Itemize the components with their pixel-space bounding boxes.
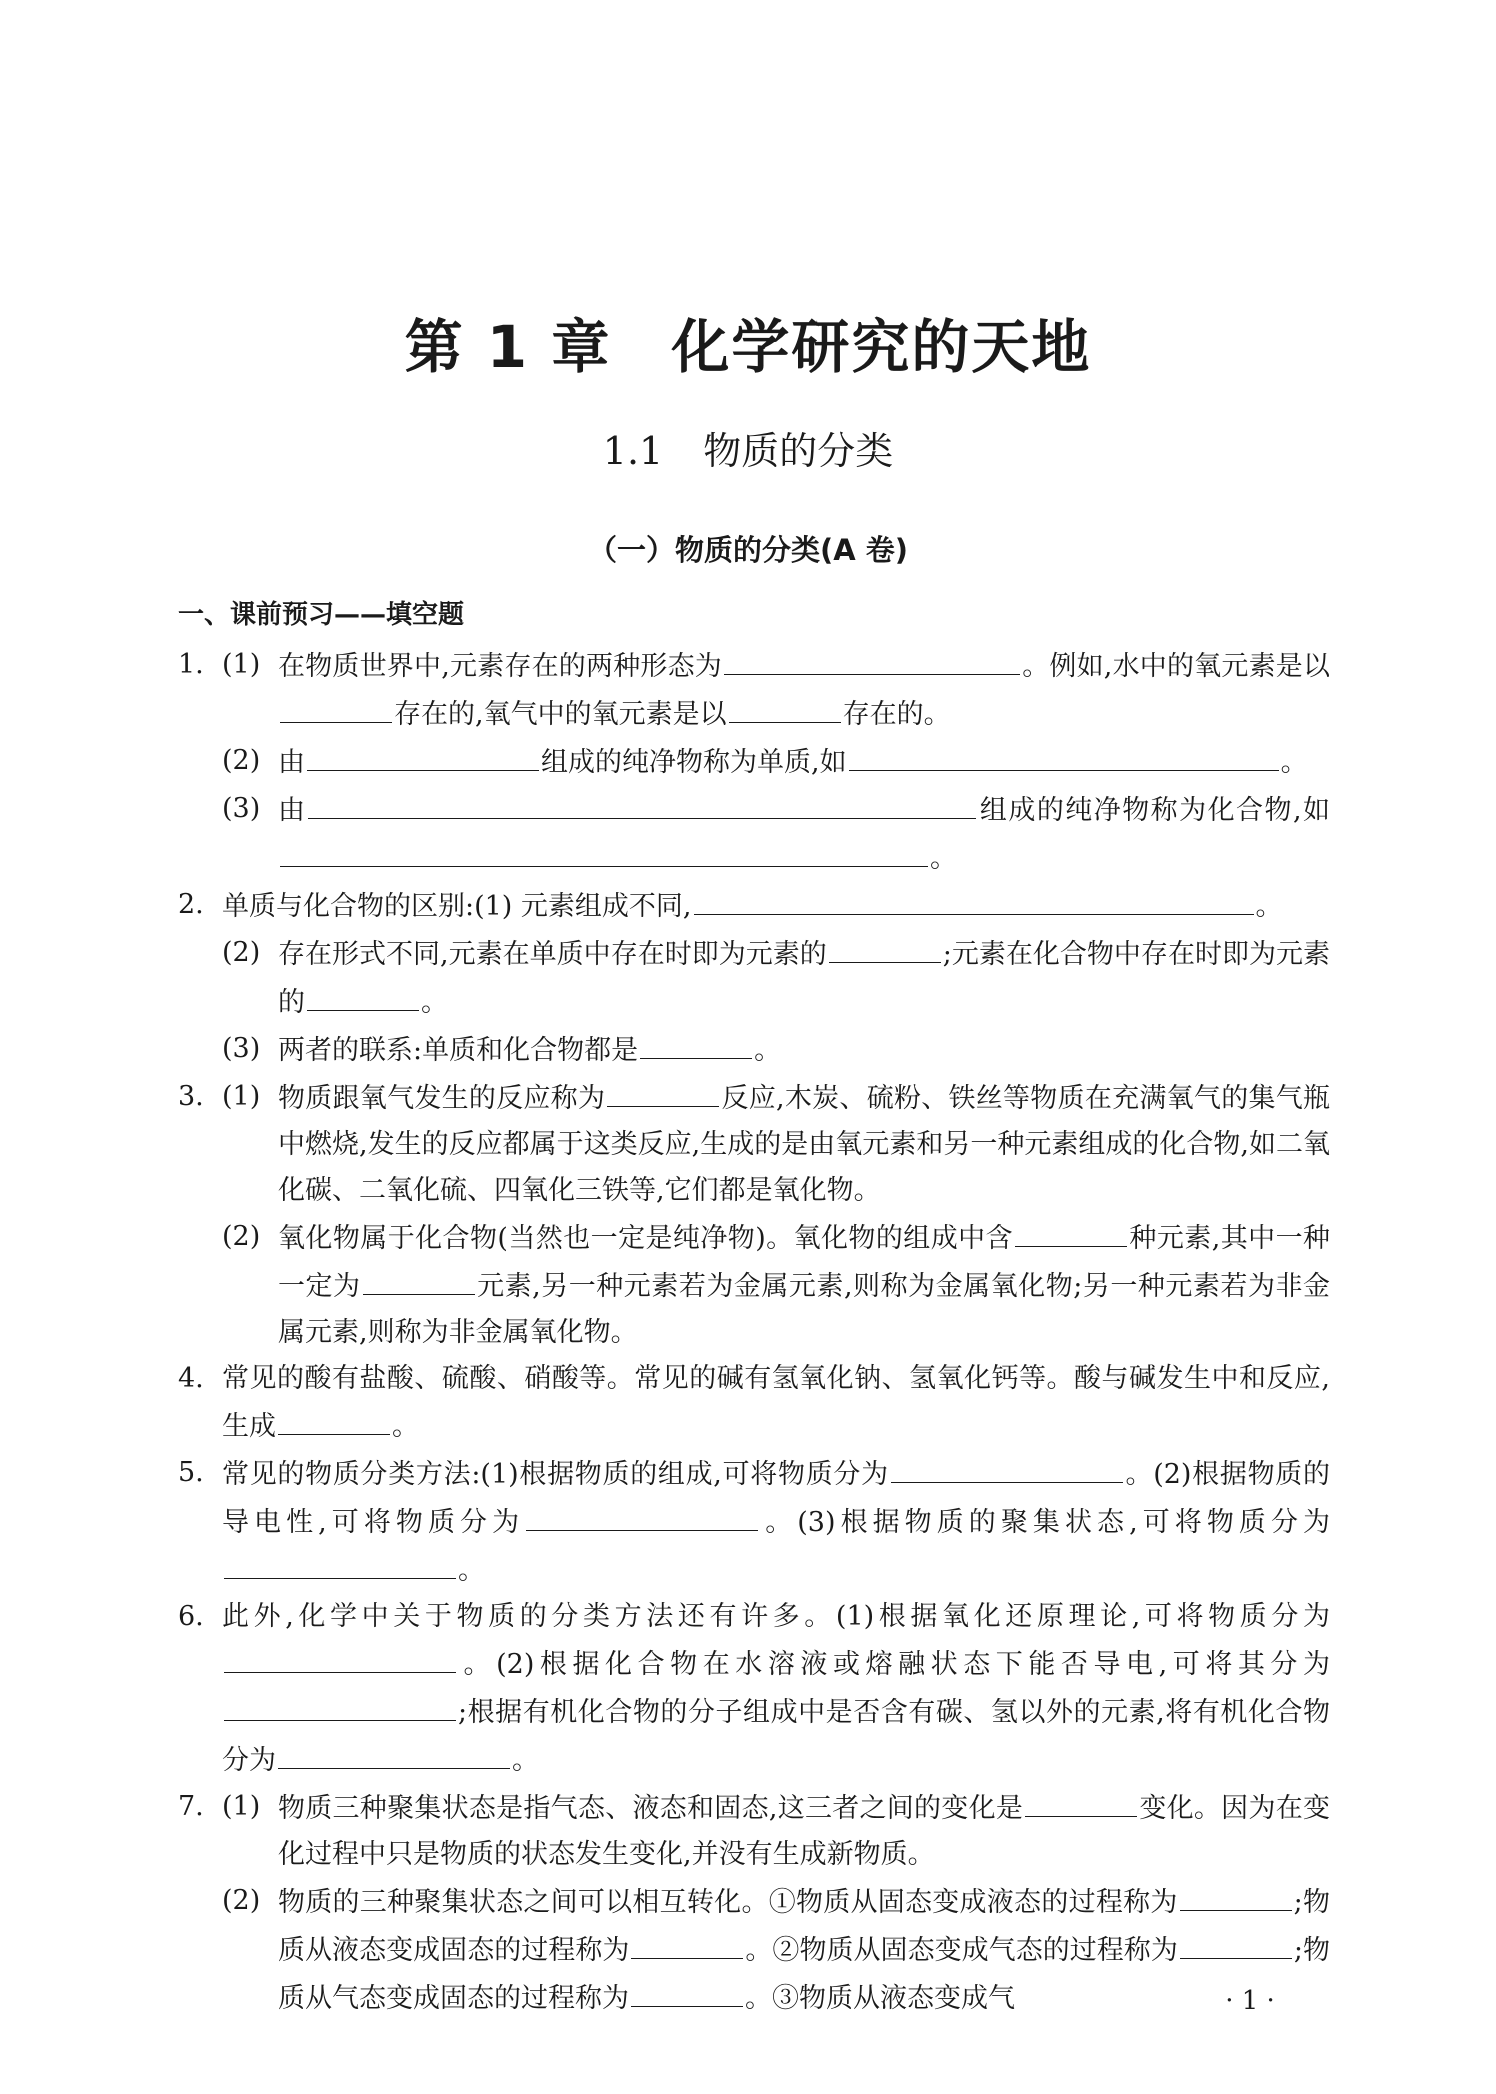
question-text: 常见的酸有盐酸、硫酸、硝酸等。常见的碱有氢氧化钠、氢氧化钙等。酸与碱发生中和反应,生成 。 [222,1363,1330,1442]
answer-blank[interactable] [526,1498,758,1531]
answer-blank[interactable] [224,1546,456,1579]
answer-blank[interactable] [280,690,392,723]
answer-blank[interactable] [640,1026,752,1059]
sub-number: (2) [222,1221,261,1252]
answer-blank[interactable] [278,1402,390,1435]
question-text: 物质跟氧气发生的反应称为 反应,木炭、硫粉、铁丝等物质在充满氧气的集气瓶中燃烧,发生的反应都属于这类反应,生成的是由氧元素和另一种元素组成的化合物,如二氧化碳、二氧化硫、四氧化三铁等,它们都是氧化物。 [278,1074,1330,1214]
sub-number: (2) [222,745,261,776]
answer-blank[interactable] [1015,1214,1127,1247]
question-text: 此外,化学中关于物质的分类方法还有许多。(1)根据氧化还原理论,可将物质分为。(2)根据化合物在水溶液或熔融状态下能否导电,可将其分为;根据有机化合物的分子组成中是否含有碳、氢以外的元素,将有机化合物分为 。 [222,1601,1330,1776]
chapter-title [0,300,1496,384]
question-3-part-2 [178,1214,1330,1356]
question-text: 氧化物属于化合物(当然也一定是纯净物)。氧化物的组成中含 种元素,其中一种一定为 元素,另一种元素若为金属元素,则称为金属氧化物;另一种元素若为非金属元素,则称为非金属氧化物。 [278,1214,1330,1356]
page-number: · 1 · [1225,1986,1275,2016]
question-number: 7. [178,1791,204,1822]
answer-blank[interactable] [724,642,1020,675]
question-text: 存在形式不同,元素在单质中存在时即为元素的 ;元素在化合物中存在时即为元素的 。 [278,930,1330,1026]
answer-blank[interactable] [1025,1784,1137,1817]
question-1-part-3 [178,786,1330,882]
part-heading: 一、课前预习——填空题 [178,600,465,630]
question-1 [178,642,1330,738]
answer-blank[interactable] [1180,1926,1292,1959]
answer-blank[interactable] [224,1688,456,1721]
answer-blank[interactable] [1180,1878,1292,1911]
answer-blank[interactable] [280,834,928,867]
question-text: 物质的三种聚集状态之间可以相互转化。①物质从固态变成液态的过程称为 ;物质从液态变成固态的过程称为 。②物质从固态变成气态的过程称为 ;物质从气态变成固态的过程称为 。③物质从液态变成气 [278,1878,1330,2022]
question-3 [178,1074,1330,1214]
sub-number: (1) [222,1791,261,1822]
question-number: 4. [178,1363,204,1394]
sub-number: (2) [222,937,261,968]
subsection-title: （一）物质的分类(A 卷) [587,533,909,567]
answer-blank[interactable] [849,738,1279,771]
question-number: 1. [178,649,204,680]
question-text: 在物质世界中,元素存在的两种形态为 。例如,水中的氧元素是以存在的,氧气中的氧元素是以 存在的。 [278,642,1330,738]
question-text: 物质三种聚集状态是指气态、液态和固态,这三者之间的变化是 变化。因为在变化过程中只是物质的状态发生变化,并没有生成新物质。 [278,1784,1330,1878]
chapter-name: 化学研究的天地 [671,313,1092,381]
question-number: 2. [178,889,204,920]
section-name: 物质的分类 [703,429,894,473]
exercise-content [178,592,1330,2022]
question-1-part-2 [178,738,1330,786]
answer-blank[interactable] [363,1262,475,1295]
question-7 [178,1784,1330,1878]
question-text: 由 组成的纯净物称为单质,如 。 [278,738,1330,786]
answer-blank[interactable] [631,1974,743,2007]
question-7-part-2 [178,1878,1330,2022]
answer-blank[interactable] [308,786,976,819]
answer-blank[interactable] [829,930,941,963]
answer-blank[interactable] [224,1640,456,1673]
answer-blank[interactable] [307,738,539,771]
question-number: 3. [178,1081,204,1112]
question-6 [178,1594,1330,1784]
sub-number: (2) [222,1885,261,1916]
question-number: 6. [178,1601,204,1632]
sub-number: (1) [222,649,261,680]
question-5 [178,1450,1330,1594]
answer-blank[interactable] [607,1074,719,1107]
sub-number: (3) [222,1033,261,1064]
question-text: 常见的物质分类方法:(1)根据物质的组成,可将物质分为 。(2)根据物质的导电性,可将物质分为 。(3)根据物质的聚集状态,可将物质分为。 [222,1450,1330,1594]
question-text: 两者的联系:单质和化合物都是 。 [278,1026,1330,1074]
section-number: 1.1 [602,429,664,473]
answer-blank[interactable] [891,1450,1123,1483]
sub-number: (3) [222,793,261,824]
section-title [0,420,1496,475]
chapter-label: 第 1 章 [404,313,612,381]
question-text: 单质与化合物的区别:(1) 元素组成不同, 。 [222,882,1330,930]
question-2 [178,882,1330,930]
answer-blank[interactable] [729,690,841,723]
question-2-part-3 [178,1026,1330,1074]
question-4 [178,1356,1330,1450]
sub-number: (1) [222,1081,261,1112]
answer-blank[interactable] [694,882,1254,915]
answer-blank[interactable] [278,1736,510,1769]
question-number: 5. [178,1457,204,1488]
answer-blank[interactable] [307,978,419,1011]
question-2-part-2 [178,930,1330,1026]
answer-blank[interactable] [631,1926,743,1959]
question-text: 由 组成的纯净物称为化合物,如。 [278,786,1330,882]
